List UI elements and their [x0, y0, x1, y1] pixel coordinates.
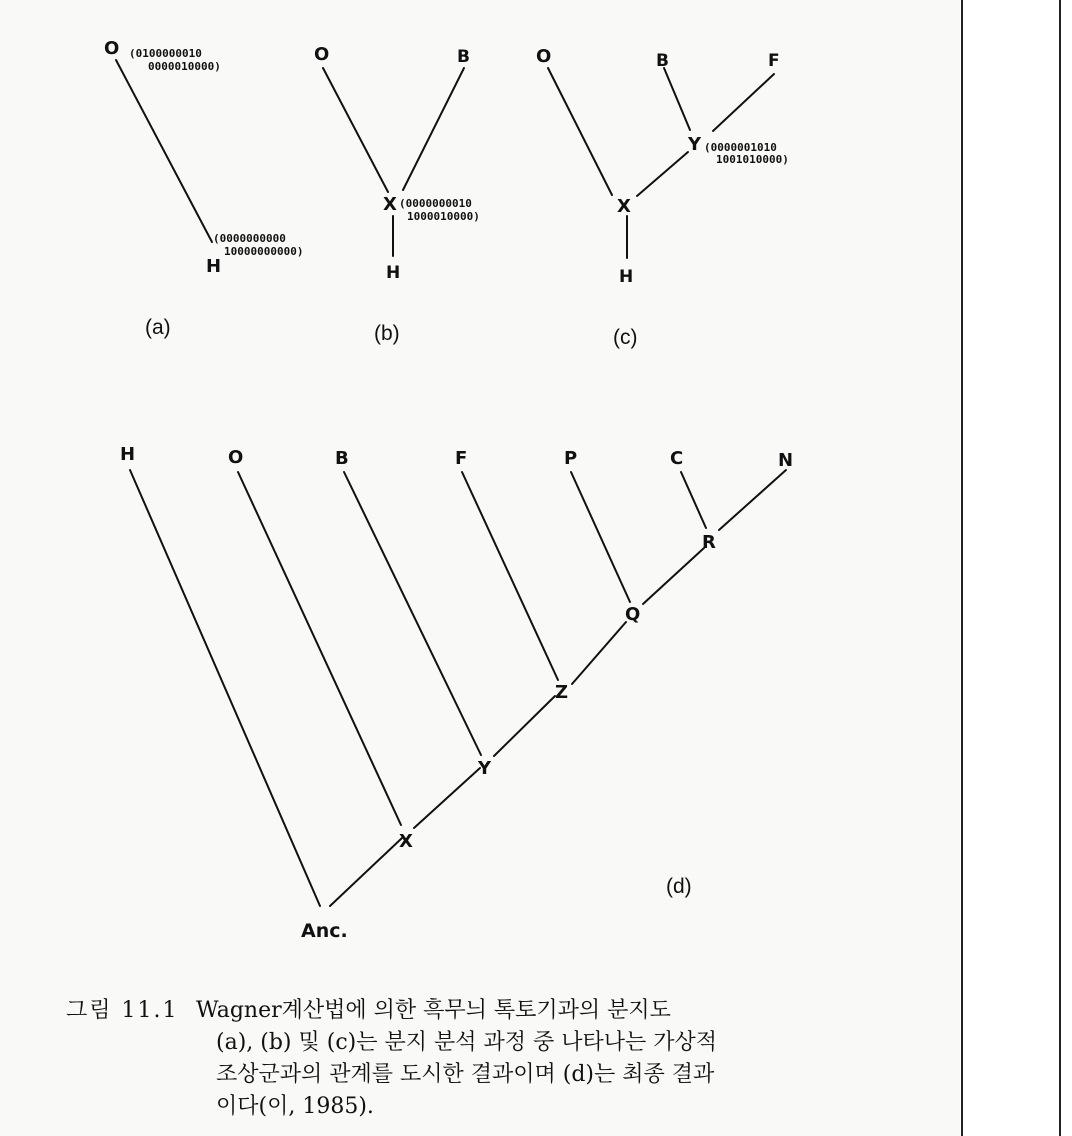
taxon-a-H: H	[206, 256, 222, 277]
code-b-X-line2: 1000010000)	[407, 210, 480, 223]
panel-label-c: (c)	[613, 326, 638, 349]
caption-line-2: (a), (b) 및 (c)는 분지 분석 과정 중 나타나는 가상적	[216, 1030, 717, 1055]
code-c-Y-line2: 1001010000)	[716, 153, 789, 166]
branch-a-O-H	[116, 60, 212, 242]
branch-d-Z-Q	[572, 622, 626, 684]
branch-b-O-X	[323, 68, 388, 192]
branch-d-B	[344, 472, 481, 755]
caption-line-1: Wagner계산법에 의한 흑무늬 톡토기과의 분지도	[196, 998, 671, 1023]
panel-label-d: (d)	[666, 875, 692, 898]
code-a-H-line1: (0000000000	[213, 232, 286, 245]
taxon-c-O: O	[536, 46, 552, 67]
code-a-O-line2: 0000010000)	[148, 60, 221, 73]
root-d-anc: Anc.	[301, 920, 348, 942]
caption-line-4: 이다(이, 1985).	[216, 1094, 374, 1119]
taxon-a-O: O	[104, 38, 120, 59]
taxon-c-H: H	[619, 267, 634, 287]
node-c-X: X	[617, 196, 631, 217]
branch-d-H	[130, 470, 320, 906]
node-d-R: R	[702, 532, 716, 553]
taxon-c-B: B	[656, 51, 669, 71]
branch-d-Q-R	[643, 548, 704, 604]
tip-d-P: P	[564, 448, 578, 469]
tip-d-F: F	[455, 448, 468, 469]
tip-d-O: O	[228, 447, 244, 468]
node-b-X: X	[383, 194, 397, 215]
taxon-b-H: H	[386, 263, 401, 283]
branch-d-Y-Z	[494, 696, 555, 756]
taxon-c-F: F	[768, 51, 780, 71]
code-a-O-line1: (0100000010	[129, 47, 202, 60]
node-d-Z: Z	[555, 682, 569, 703]
node-d-Q: Q	[625, 604, 641, 625]
panel-label-b: (b)	[374, 322, 400, 345]
branch-c-O-X	[548, 68, 612, 195]
taxon-b-B: B	[457, 47, 470, 67]
branch-c-Y-X	[637, 152, 688, 196]
branch-b-B-X	[403, 68, 464, 190]
branch-d-Anc-X	[330, 838, 402, 906]
taxon-b-O: O	[314, 44, 330, 65]
code-c-Y-line1: (0000001010	[704, 141, 777, 154]
caption-number: 그림 11.1	[66, 998, 179, 1023]
branch-d-C	[681, 472, 706, 528]
branch-d-X-Y	[414, 768, 480, 828]
node-d-Y: Y	[478, 758, 492, 779]
code-b-X-line1: (0000000010	[399, 197, 472, 210]
branch-d-F	[462, 472, 558, 680]
tip-d-C: C	[670, 448, 684, 469]
branch-c-F-Y	[713, 74, 774, 131]
tip-d-H: H	[120, 444, 136, 465]
panel-label-a: (a)	[145, 316, 171, 339]
caption-line-3: 조상군과의 관계를 도시한 결과이며 (d)는 최종 결과	[216, 1062, 715, 1087]
branch-c-B-Y	[664, 68, 690, 130]
node-c-Y: Y	[688, 134, 702, 155]
tip-d-N: N	[778, 450, 794, 471]
node-d-X: X	[399, 831, 413, 852]
tip-d-B: B	[335, 448, 349, 469]
branch-d-N	[719, 470, 786, 530]
branch-d-P	[571, 472, 630, 602]
code-a-H-line2: 10000000000)	[224, 245, 304, 258]
